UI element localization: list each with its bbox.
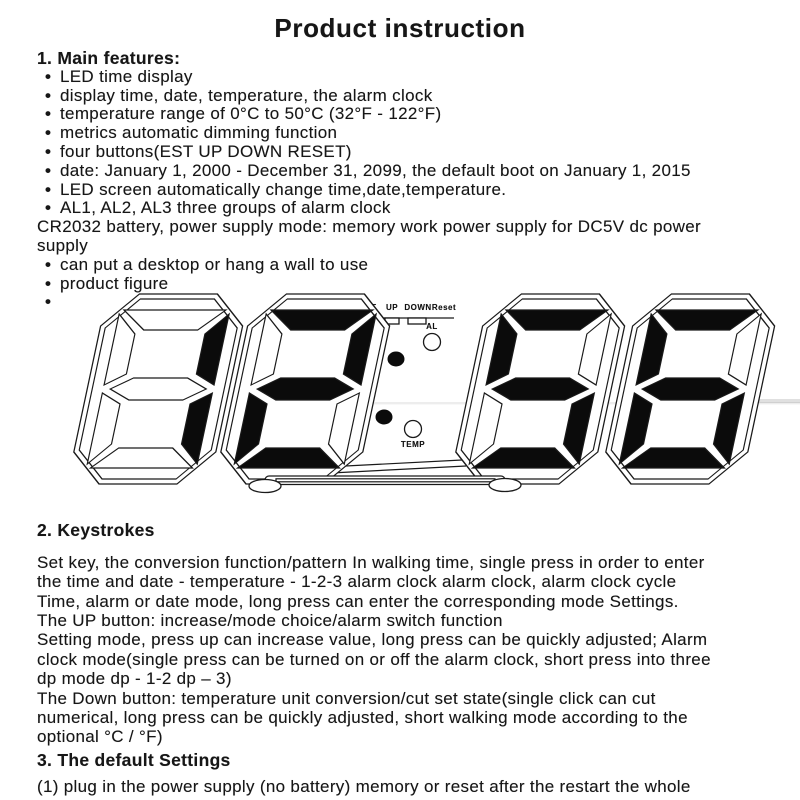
paragraph-line: Setting mode, press up can increase value, long press can be quickly adjusted; Alarm [37, 630, 708, 650]
bullet-icon: • [45, 292, 52, 312]
list-item-text: product figure [60, 273, 169, 293]
paragraph-line: dp mode dp - 1-2 dp – 3) [37, 669, 232, 689]
section-default-settings [37, 751, 797, 797]
list-item-text: can put a desktop or hang a wall to use [60, 254, 369, 274]
bullet-icon: • [45, 179, 52, 199]
list-item [37, 87, 797, 106]
list-item-text: date: January 1, 2000 - December 31, 2099, the default boot on January 1, 2015 [60, 160, 691, 180]
section-heading: 1. Main features: [37, 48, 181, 68]
clock-stand-foot [489, 479, 521, 492]
list-item-text: LED screen automatically change time,date,temperature. [60, 179, 507, 199]
clock-stand-foot [249, 480, 281, 493]
al-indicator-label: AL [426, 322, 438, 331]
bullet-icon: • [45, 123, 52, 143]
bullet-icon: • [45, 85, 52, 105]
paragraph-line: The UP button: increase/mode choice/alarm switch function [37, 611, 503, 631]
paragraph-line: optional °C / °F) [37, 727, 163, 747]
seven-segment-digit [599, 294, 781, 484]
al-indicator [424, 334, 441, 351]
paragraph-line: The Down button: temperature unit conversion/cut set state(single click can cut [37, 688, 656, 708]
bullet-icon: • [45, 160, 52, 180]
keystrokes-paragraphs [37, 553, 797, 747]
list-item-text: AL1, AL2, AL3 three groups of alarm clock [60, 198, 391, 218]
list-item-text: display time, date, temperature, the alarm clock [60, 85, 433, 105]
product-figure-clock [60, 286, 800, 508]
list-item [37, 105, 797, 124]
power-note-line: CR2032 battery, power supply mode: memory work power supply for DC5V dc power [37, 217, 701, 237]
housing-bottom-edge [331, 466, 466, 473]
clock-stand-bar [265, 476, 505, 485]
paragraph-line: (1) plug in the power supply (no battery) memory or reset after the restart the whole [37, 776, 691, 796]
default-settings-paragraphs [37, 778, 797, 797]
figure-button-label: UP [385, 303, 399, 312]
paragraph-line: the time and date - temperature - 1-2-3 alarm clock alarm clock, alarm clock cycle [37, 572, 677, 592]
colon-dot [376, 410, 393, 425]
list-item [37, 162, 797, 181]
list-item-text: temperature range of 0°C to 50°C (32°F - 122°F) [60, 104, 442, 124]
section-main-features [37, 49, 797, 312]
list-item-text: four buttons(EST UP DOWN RESET) [60, 141, 352, 161]
bullet-icon: • [45, 66, 52, 86]
list-item [37, 143, 797, 162]
seven-segment-digit [449, 294, 631, 484]
paragraph-line: Time, alarm or date mode, long press can enter the corresponding mode Settings. [37, 591, 679, 611]
section-keystrokes [37, 521, 797, 747]
seven-segment-digit [214, 294, 399, 484]
paragraph-line: Set key, the conversion function/pattern In walking time, single press in order to enter [37, 552, 705, 572]
list-item [37, 124, 797, 143]
list-item [37, 199, 797, 218]
colon-dot [388, 352, 405, 367]
list-item [37, 181, 797, 200]
seven-segment-digit [67, 294, 249, 484]
list-item [37, 256, 797, 275]
list-item [37, 68, 797, 87]
temp-indicator-label: TEMP [400, 440, 426, 449]
paragraph-line: clock mode(single press can be turned on or off the alarm clock, short press into three [37, 649, 711, 669]
paragraph-line: numerical, long press can be quickly adjusted, short walking mode according to the [37, 708, 688, 728]
section-heading: 2. Keystrokes [37, 520, 155, 540]
temp-indicator [405, 421, 422, 438]
bullet-icon: • [45, 273, 52, 293]
list-item-text: LED time display [60, 66, 193, 86]
bullet-icon: • [45, 198, 52, 218]
led-clock-illustration [60, 286, 800, 508]
list-item-text: metrics automatic dimming function [60, 123, 338, 143]
bullet-icon: • [45, 254, 52, 274]
scan-artifact [758, 399, 800, 403]
bullet-icon: • [45, 141, 52, 161]
page-title: Product instruction [274, 13, 526, 43]
figure-button [408, 318, 426, 324]
power-note-line: supply [37, 235, 89, 255]
bullet-icon: • [45, 104, 52, 124]
figure-button-label: Reset [431, 303, 457, 312]
section-heading: 3. The default Settings [37, 750, 231, 770]
figure-button-label: DOWN [404, 303, 432, 312]
